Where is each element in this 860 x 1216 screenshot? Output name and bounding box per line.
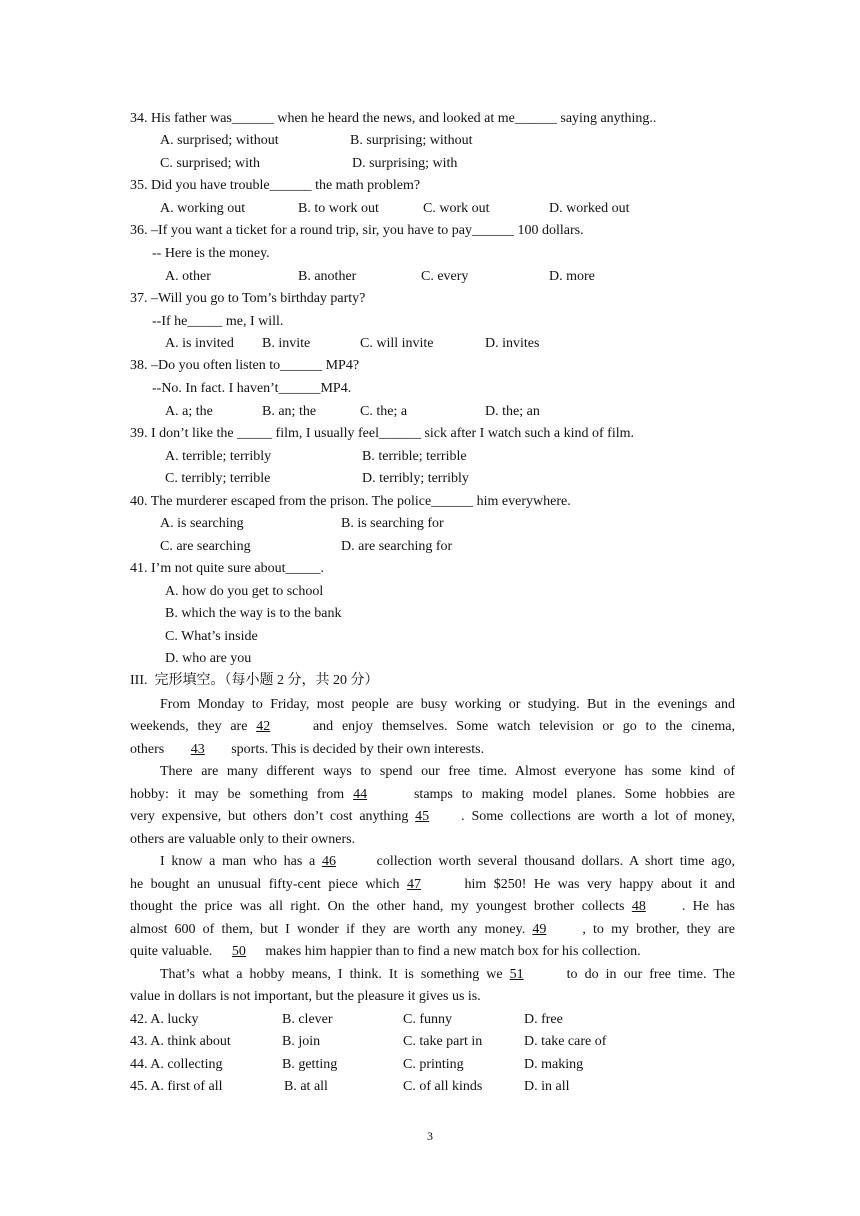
passage-line: he bought an unusual fifty-cent piece which 47 him $250! He was very happy about it and xyxy=(130,877,735,892)
q39-option-a: A. terrible; terribly xyxy=(165,449,272,464)
q40-option-b: B. is searching for xyxy=(341,516,444,531)
q41-option-d: D. who are you xyxy=(165,651,252,666)
question-40-stem: 40. The murderer escaped from the prison. The police______ him everywhere. xyxy=(130,494,571,509)
choice-42-c: C. funny xyxy=(403,1012,452,1027)
q41-option-b: B. which the way is to the bank xyxy=(165,606,342,621)
choice-43-a: 43. A. think about xyxy=(130,1034,231,1049)
q40-option-c: C. are searching xyxy=(160,539,251,554)
passage-line: value in dollars is not important, but the pleasure it gives us is. xyxy=(130,989,481,1004)
passage-line: thought the price was all right. On the other hand, my youngest brother collects 48 . He has xyxy=(130,899,735,914)
q35-option-b: B. to work out xyxy=(298,201,379,216)
blank-45: 45 xyxy=(415,809,430,824)
choice-45-c: C. of all kinds xyxy=(403,1079,483,1094)
q39-option-b: B. terrible; terrible xyxy=(362,449,467,464)
passage-line: almost 600 of them, but I wonder if they are worth any money. 49 , to my brother, they are xyxy=(130,922,735,937)
blank-48: 48 xyxy=(631,899,646,914)
choice-43-b: B. join xyxy=(282,1034,321,1049)
passage-line: very expensive, but others don’t cost anything 45 . Some collections are worth a lot of money, xyxy=(130,809,736,824)
q38-option-b: B. an; the xyxy=(262,404,317,419)
passage-line: others 43 sports. This is decided by their own interests. xyxy=(130,742,485,757)
question-37-stem: 37. –Will you go to Tom’s birthday party? xyxy=(130,291,366,306)
choice-44-a: 44. A. collecting xyxy=(130,1057,223,1072)
choice-44-b: B. getting xyxy=(282,1057,338,1072)
question-36-stem: 36. –If you want a ticket for a round trip, sir, you have to pay______ 100 dollars. xyxy=(130,223,584,238)
q40-option-a: A. is searching xyxy=(160,516,244,531)
passage-line: There are many different ways to spend our free time. Almost everyone has some kind of xyxy=(160,764,735,779)
q36-option-c: C. every xyxy=(421,269,469,284)
q40-option-d: D. are searching for xyxy=(341,539,453,554)
q34-option-c: C. surprised; with xyxy=(160,156,260,171)
choice-44-c: C. printing xyxy=(403,1057,464,1072)
choice-43-d: D. take care of xyxy=(524,1034,607,1049)
choice-43-c: C. take part in xyxy=(403,1034,483,1049)
passage-line: weekends, they are 42 and enjoy themselves. Some watch television or go to the cinema, xyxy=(130,719,735,734)
q41-option-a: A. how do you get to school xyxy=(165,584,324,599)
choice-45-b: B. at all xyxy=(284,1079,328,1094)
blank-42: 42 xyxy=(256,719,271,734)
blank-50: 50 xyxy=(231,944,246,959)
q36-option-d: D. more xyxy=(549,269,595,284)
q41-option-c: C. What’s inside xyxy=(165,629,258,644)
passage-line: others are valuable only to their owners. xyxy=(130,832,356,847)
section-3-heading: III. 完形填空。（每小题 2 分，共 20 分） xyxy=(130,673,379,688)
q39-option-c: C. terribly; terrible xyxy=(165,471,271,486)
passage-line: From Monday to Friday, most people are busy working or studying. But in the evenings and xyxy=(160,697,735,712)
question-39-stem: 39. I don’t like the _____ film, I usually feel______ sick after I watch such a kind of film. xyxy=(130,426,635,441)
q37-option-b: B. invite xyxy=(262,336,311,351)
q37-option-a: A. is invited xyxy=(165,336,234,351)
q34-option-d: D. surprising; with xyxy=(352,156,458,171)
question-34-stem: 34. His father was______ when he heard the news, and looked at me______ saying anything.. xyxy=(130,111,657,126)
question-37-reply: --If he_____ me, I will. xyxy=(152,314,284,329)
q37-option-d: D. invites xyxy=(485,336,540,351)
blank-44: 44 xyxy=(353,787,368,802)
q38-option-d: D. the; an xyxy=(485,404,540,419)
q38-option-c: C. the; a xyxy=(360,404,408,419)
passage-line: I know a man who has a 46 collection worth several thousand dollars. A short time ago, xyxy=(160,854,735,869)
question-41-stem: 41. I’m not quite sure about_____. xyxy=(130,561,325,576)
question-38-stem: 38. –Do you often listen to______ MP4? xyxy=(130,358,360,373)
passage-line: hobby: it may be something from 44 stamps to making model planes. Some hobbies are xyxy=(130,787,735,802)
choice-42-d: D. free xyxy=(524,1012,563,1027)
q38-option-a: A. a; the xyxy=(165,404,213,419)
question-35-stem: 35. Did you have trouble______ the math problem? xyxy=(130,178,421,193)
choice-42-b: B. clever xyxy=(282,1012,333,1027)
q37-option-c: C. will invite xyxy=(360,336,434,351)
passage-line: quite valuable. 50 makes him happier than to find a new match box for his collection. xyxy=(130,944,641,959)
blank-47: 47 xyxy=(407,877,422,892)
page-number: 3 xyxy=(427,1129,433,1143)
q34-option-b: B. surprising; without xyxy=(350,133,473,148)
q34-option-a: A. surprised; without xyxy=(160,133,279,148)
blank-43: 43 xyxy=(190,742,205,757)
passage-line: That’s what a hobby means, I think. It is something we 51 to do in our free time. The xyxy=(160,967,735,982)
q35-option-a: A. working out xyxy=(160,201,246,216)
choice-42-a: 42. A. lucky xyxy=(130,1012,199,1027)
choice-44-d: D. making xyxy=(524,1057,584,1072)
choice-45-a: 45. A. first of all xyxy=(130,1079,223,1094)
q35-option-d: D. worked out xyxy=(549,201,630,216)
q39-option-d: D. terribly; terribly xyxy=(362,471,469,486)
blank-49: 49 xyxy=(532,922,547,937)
blank-51: 51 xyxy=(509,967,524,982)
q36-option-a: A. other xyxy=(165,269,211,284)
question-36-reply: -- Here is the money. xyxy=(152,246,270,261)
question-38-reply: --No. In fact. I haven’t______MP4. xyxy=(152,381,352,396)
q36-option-b: B. another xyxy=(298,269,357,284)
choice-45-d: D. in all xyxy=(524,1079,570,1094)
blank-46: 46 xyxy=(321,854,336,869)
q35-option-c: C. work out xyxy=(423,201,490,216)
